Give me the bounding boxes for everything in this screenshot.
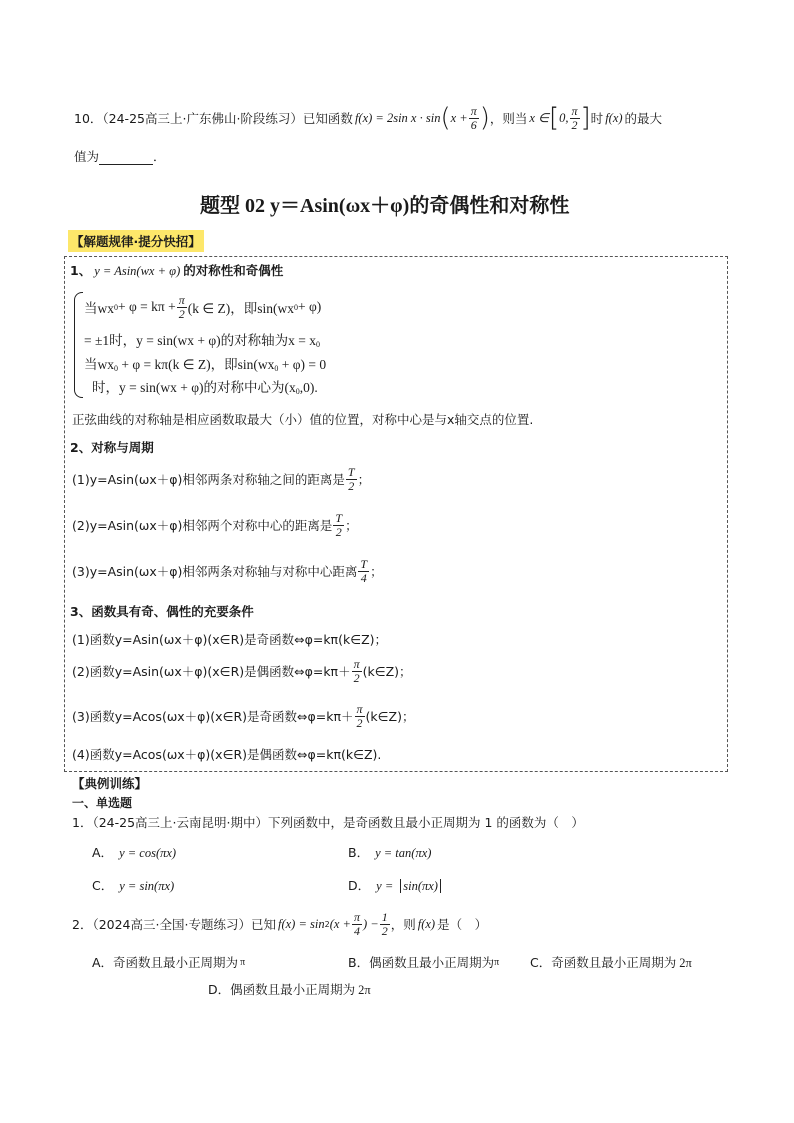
- parity-line-2: (2)函数y=Asin(ωx＋φ)(x∈R)是偶函数⇔φ=kπ＋ $\frac{\pi}{2}$ (k∈Z)；: [72, 657, 412, 685]
- cases-brace: [74, 292, 83, 398]
- box-heading-1: 1、 y = Asin(wx + φ) 的对称性和奇偶性: [70, 263, 284, 278]
- q10-inner: x +: [450, 110, 468, 125]
- box-heading-2: 2、对称与周期: [70, 440, 154, 455]
- q10-frac: $\frac{\pi}{6}$: [470, 103, 477, 132]
- case-line-3: 当$wx_0 + \varphi = k\pi(k$ ∈ Z)，即$\sin(wx_0 + \varphi) = 0$: [84, 357, 327, 373]
- q10-bracket-open: [: [548, 103, 560, 133]
- part-heading: 一、单选题: [72, 796, 133, 810]
- case-line-2: = ±1时，y = sin(wx + φ)的对称轴为$x = x_0$: [84, 333, 321, 349]
- q1-option-c[interactable]: C． y = sin(πx): [92, 878, 175, 893]
- parity-line-3: (3)函数y=Acos(ωx＋φ)(x∈R)是奇函数⇔φ=kπ＋ $\frac{\pi}{2}$ (k∈Z)；: [72, 702, 415, 730]
- q2-option-d[interactable]: D．偶函数且最小正周期为 2π: [208, 982, 371, 997]
- q1-option-a[interactable]: A． y = cos(πx): [92, 845, 177, 860]
- q10-tail2: 的最大: [624, 111, 663, 126]
- section-title: 题型 02 y＝Asin(ωx＋φ)的奇偶性和对称性: [200, 195, 570, 217]
- q10-interval-frac: $\frac{\pi}{2}$: [571, 103, 578, 132]
- q10-line2-text: 值为: [74, 149, 100, 164]
- period-line-1: (1)y=Asin(ωx＋φ)相邻两条对称轴之间的距离是 $\frac{T}{2}$ ；: [72, 465, 371, 493]
- symmetry-note: 正弦曲线的对称轴是相应函数取最大（小）值的位置，对称中心是与x轴交点的位置.: [72, 412, 534, 427]
- box-heading-3: 3、函数具有奇、偶性的充要条件: [70, 604, 254, 619]
- case-line-4: 时，y = sin(wx + φ)的对称中心为$(x_0,0)$.: [92, 380, 318, 396]
- q2-option-a[interactable]: A．奇函数且最小正周期为 π: [92, 955, 246, 970]
- q1-option-d[interactable]: D． y = sin(πx): [348, 876, 441, 894]
- q10-paren-close: ): [479, 103, 490, 133]
- question-1-stem: 1．（24-25高三上·云南昆明·期中）下列函数中，是奇函数且最小正周期为 1 的函数为（ ）: [72, 815, 584, 830]
- period-line-3: (3)y=Asin(ωx＋φ)相邻两条对称轴与对称中心距离 $\frac{T}{4}$ ；: [72, 557, 383, 585]
- q10-prefix: 10．（24-25高三上·广东佛山·阶段练习）已知函数: [74, 111, 353, 126]
- question-10-line1: [74, 100, 662, 136]
- parity-line-4: (4)函数y=Acos(ωx＋φ)(x∈R)是偶函数⇔φ=kπ(k∈Z).: [72, 747, 382, 762]
- case-line-1: 当wx 0 + φ = kπ + $\frac{\pi}{2}$ (k ∈ Z)，即sin(wx 0 + φ): [84, 293, 322, 321]
- example-tag: 【典例训练】: [72, 776, 148, 791]
- rule-tag: 【解题规律·提分快招】: [68, 230, 204, 252]
- q10-end: ．: [153, 149, 166, 164]
- q2-option-b[interactable]: B．偶函数且最小正周期为π: [348, 955, 500, 970]
- parity-line-1: (1)函数y=Asin(ωx＋φ)(x∈R)是奇函数⇔φ=kπ(k∈Z)；: [72, 632, 388, 647]
- period-line-2: (2)y=Asin(ωx＋φ)相邻两个对称中心的距离是 $\frac{T}{2}$ ；: [72, 511, 358, 539]
- q10-fx: f(x): [605, 110, 623, 125]
- q2-option-c[interactable]: C．奇函数且最小正周期为 2π: [530, 955, 692, 970]
- q10-interval: 0,: [559, 110, 569, 125]
- q1-option-b[interactable]: B． y = tan(πx): [348, 845, 432, 860]
- question-10-line2: [74, 147, 166, 165]
- q10-func: f(x) = 2sin x · sin: [354, 110, 441, 125]
- answer-blank[interactable]: [99, 152, 153, 165]
- q10-bracket-close: ]: [580, 103, 591, 133]
- q10-paren-open: (: [440, 103, 451, 133]
- q10-mid: ，则当: [489, 111, 528, 126]
- q10-cond: x ∈: [529, 111, 549, 125]
- question-2-stem: 2．（2024高三·全国·专题练习）已知 f(x) = sin 2 (x + $\frac{\pi}{4}$ ) − $\frac{1}{2}$ ，则 f(x) 是（ ）: [72, 909, 488, 938]
- q10-tail: 时: [590, 111, 604, 126]
